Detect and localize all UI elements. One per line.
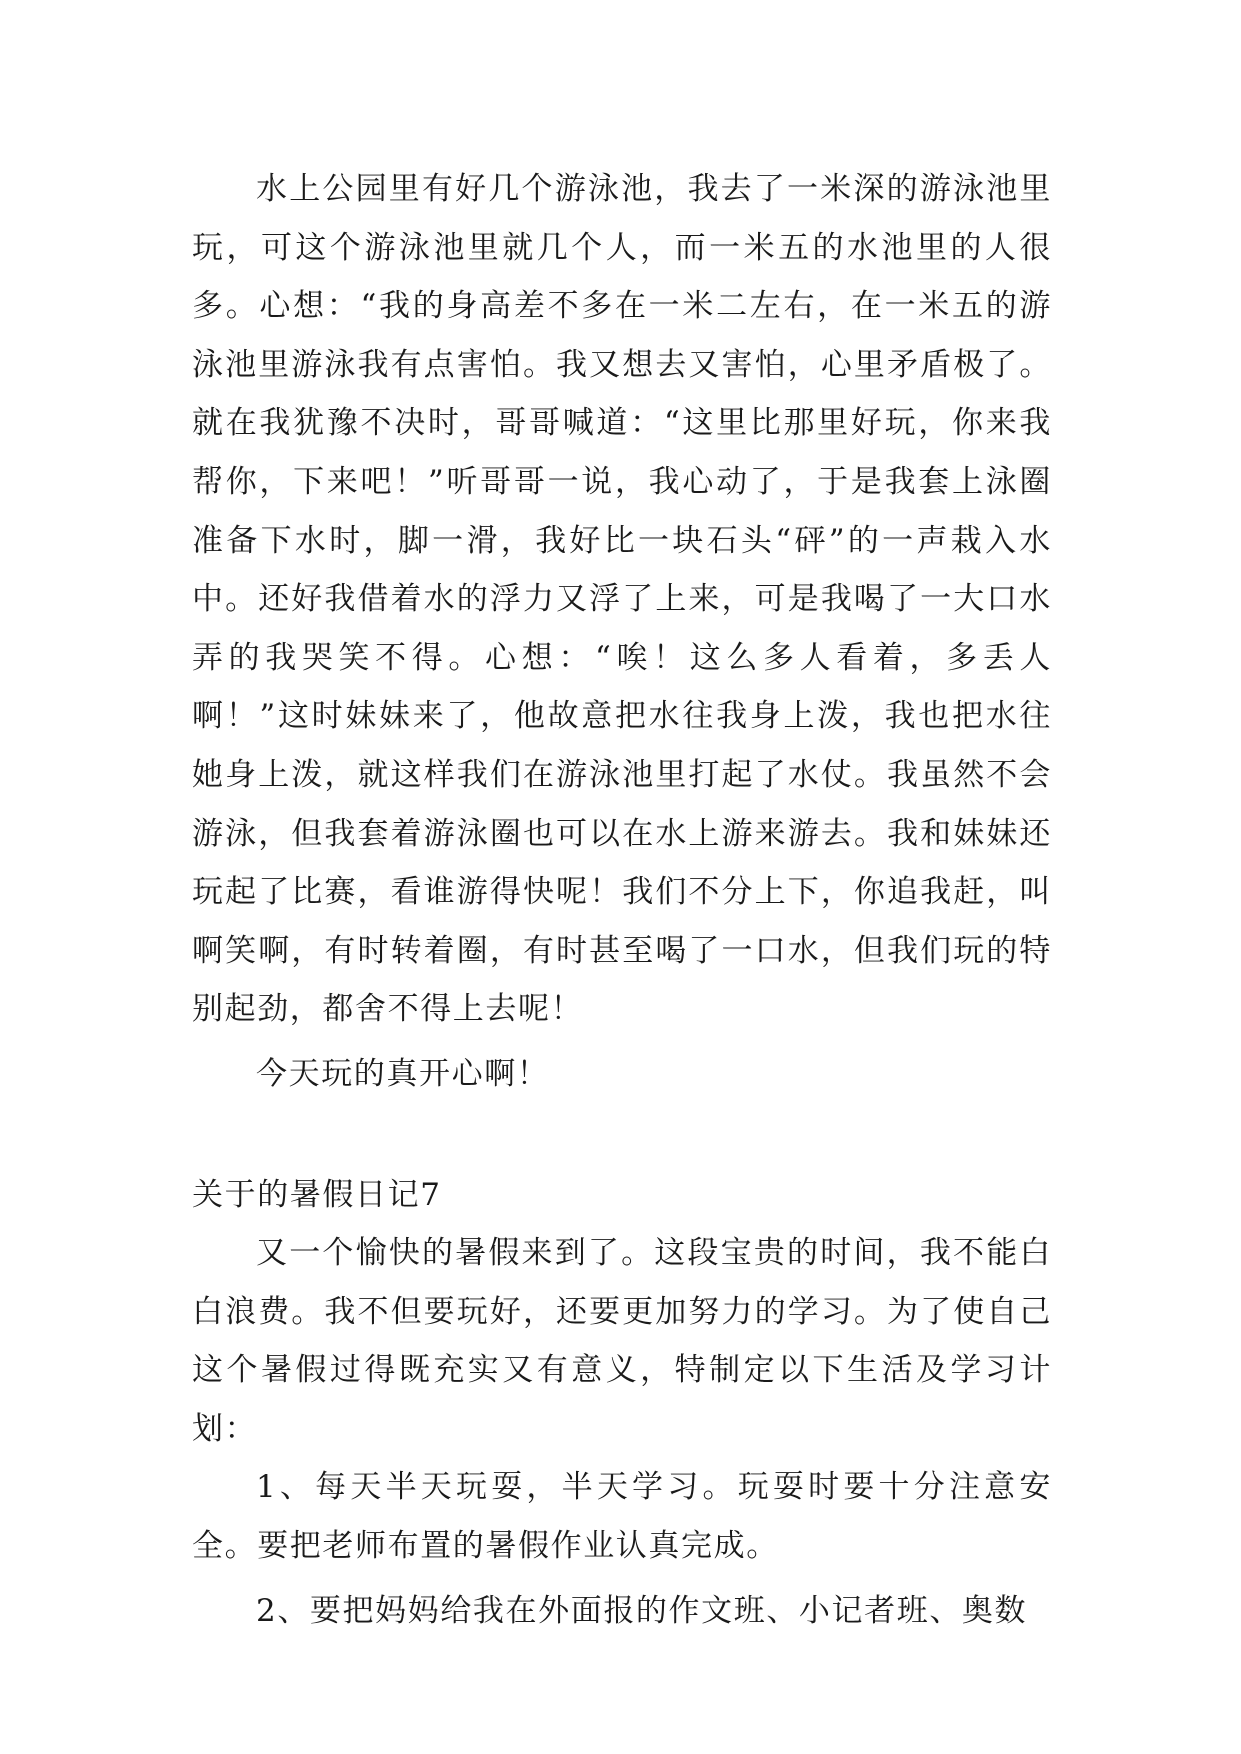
document-page bbox=[192, 160, 1052, 1640]
section-title: 关于的暑假日记7 bbox=[192, 1176, 442, 1213]
paragraph-summer-intro: 又一个愉快的暑假来到了。这段宝贵的时间，我不能白白浪费。我不但要玩好，还要更加努力的学习。为了使自己这个暑假过得既充实又有意义，特制定以下生活及学习计划： bbox=[192, 1235, 1052, 1447]
paragraph-water-park: 水上公园里有好几个游泳池，我去了一米深的游泳池里玩，可这个游泳池里就几个人，而一米五的水池里的人很多。心想：“我的身高差不多在一米二左右，在一米五的游泳池里游泳我有点害怕。我又想去又害怕，心里矛盾极了。就在我犹豫不决时，哥哥喊道：“这里比那里好玩，你来我帮你，下来吧！”听哥哥一说，我心动了，于是我套上泳圈准备下水时，脚一滑，我好比一块石头“砰”的一声栽入水中。还好我借着水的浮力又浮了上来，可是我喝了一大口水弄的我哭笑不得。心想：“唉！这么多人看着，多丢人啊！”这时妹妹来了，他故意把水往我身上泼，我也把水往她身上泼，就这样我们在游泳池里打起了水仗。我虽然不会游泳，但我套着游泳圈也可以在水上游来游去。我和妹妹还玩起了比赛，看谁游得快呢！我们不分上下，你追我赶，叫啊笑啊，有时转着圈，有时甚至喝了一口水，但我们玩的特别起劲，都舍不得上去呢！ bbox=[192, 171, 1052, 1028]
paragraph-happy-day: 今天玩的真开心啊！ bbox=[256, 1055, 550, 1092]
plan-item-1: 1、每天半天玩耍，半天学习。玩耍时要十分注意安全。要把老师布置的暑假作业认真完成。 bbox=[192, 1469, 1052, 1565]
plan-item-2: 2、要把妈妈给我在外面报的作文班、小记者班、奥数 bbox=[256, 1592, 1028, 1629]
